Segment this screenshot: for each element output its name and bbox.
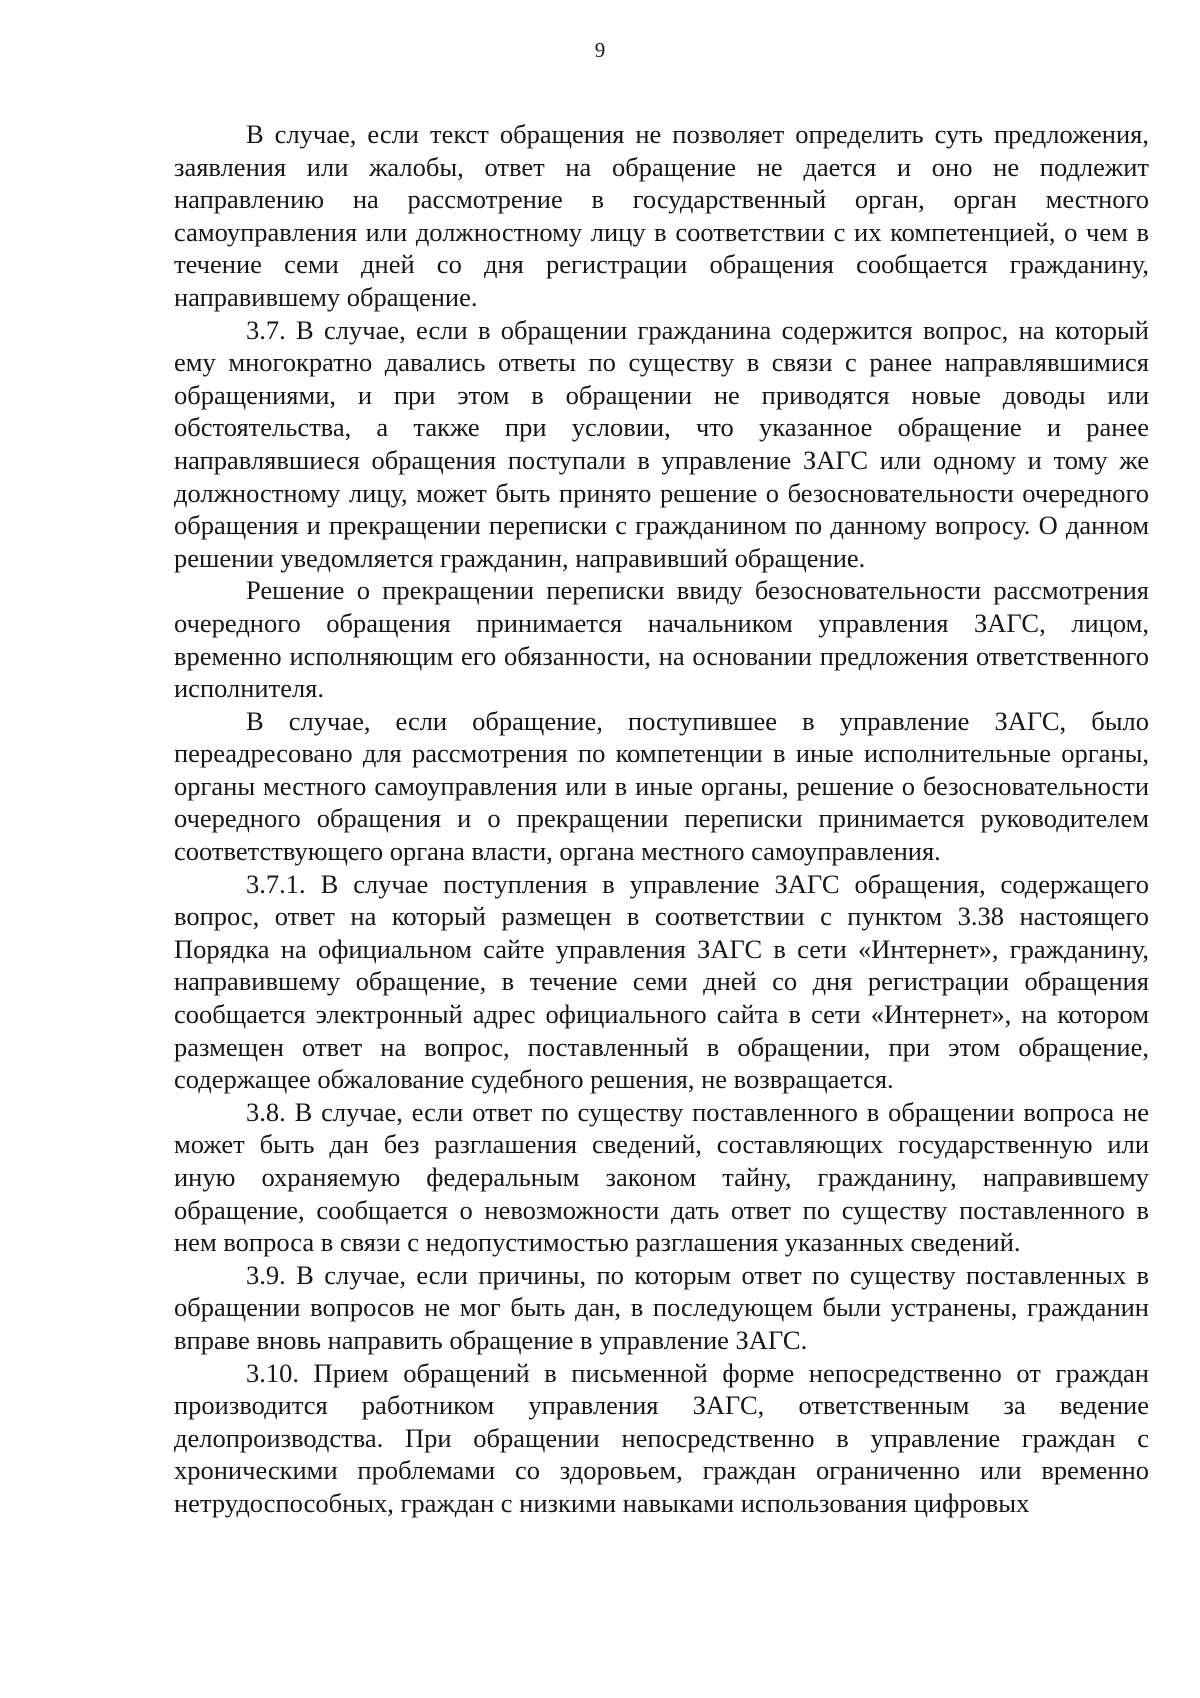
paragraph: 3.7. В случае, если в обращении гражданина содержится вопрос, на который ему многократно давались ответы по существу в связи с ранее направлявшимися обращениями, и при этом в обращении не приводятся новые доводы или обстоятельства, а также при условии, что указанное обращение и ранее направлявшиеся обращения поступали в управление ЗАГС или одному и тому же должностному лицу, может быть принято решение о безосновательности очередного обращения и прекращении переписки с гражданином по данному вопросу. О данном решении уведомляется гражданин, направивший обращение. — [174, 314, 1149, 573]
paragraph: Решение о прекращении переписки ввиду безосновательности рассмотрения очередного обращения принимается начальником управления ЗАГС, лицом, временно исполняющим его обязанности, на основании предложения ответственного исполнителя. — [174, 575, 1149, 704]
paragraph: 3.10. Прием обращений в письменной форме непосредственно от граждан производится работником управления ЗАГС, ответственным за ведение делопроизводства. При обращении непосредственно в управление граждан с хроническими проблемами со здоровьем, граждан ограниченно или временно нетрудоспособных, граждан с низкими навыками использования цифровых — [174, 1357, 1149, 1518]
paragraph: 3.8. В случае, если ответ по существу поставленного в обращении вопроса не может быть дан без разглашения сведений, составляющих государственную или иную охраняемую федеральным законом тайну, гражданину, направившему обращение, сообщается о невозможности дать ответ по существу поставленного в нем вопроса в связи с недопустимостью разглашения указанных сведений. — [174, 1096, 1149, 1258]
paragraph: 3.7.1. В случае поступления в управление ЗАГС обращения, содержащего вопрос, ответ на который размещен в соответствии с пунктом 3.38 настоящего Порядка на официальном сайте управления ЗАГС в сети «Интернет», гражданину, направившему обращение, в течение семи дней со дня регистрации обращения сообщается электронный адрес официального сайта в сети «Интернет», на котором размещен ответ на вопрос, поставленный в обращении, при этом обращение, содержащее обжалование судебного решения, не возвращается. — [174, 868, 1149, 1095]
paragraph: В случае, если текст обращения не позволяет определить суть предложения, заявления или жалобы, ответ на обращение не дается и оно не подлежит направлению на рассмотрение в государственный орган, орган местного самоуправления или должностному лицу в соответствии с их компетенцией, о чем в течение семи дней со дня регистрации обращения сообщается гражданину, направившему обращение. — [174, 119, 1149, 312]
page-number: 9 — [594, 38, 606, 62]
document-body — [174, 118, 1149, 1520]
paragraph: В случае, если обращение, поступившее в управление ЗАГС, было переадресовано для рассмотрения по компетенции в иные исполнительные органы, органы местного самоуправления или в иные органы, решение о безосновательности очередного обращения и о прекращении переписки принимается руководителем соответствующего органа власти, органа местного самоуправления. — [174, 705, 1149, 867]
paragraph: 3.9. В случае, если причины, по которым ответ по существу поставленных в обращении вопросов не мог быть дан, в последующем были устранены, гражданин вправе вновь направить обращение в управление ЗАГС. — [174, 1259, 1149, 1355]
